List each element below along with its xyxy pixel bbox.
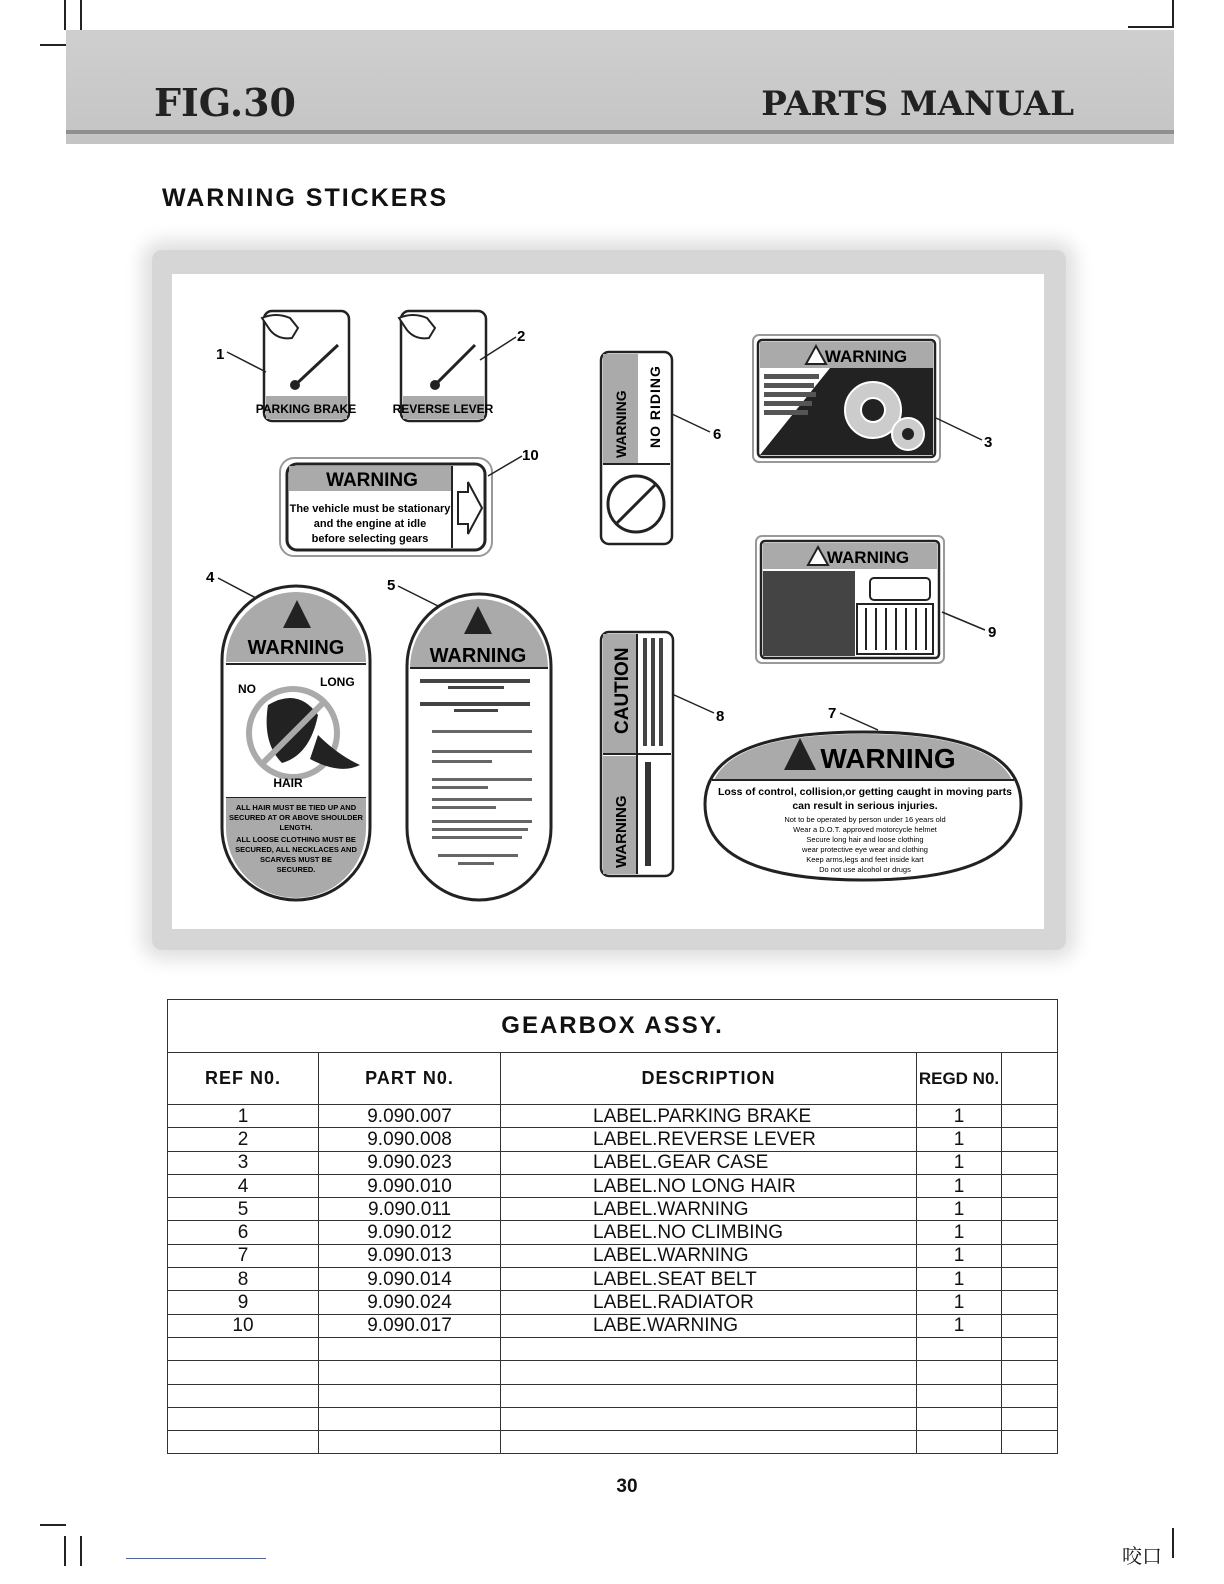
- cell-ref-no: 4: [168, 1174, 319, 1197]
- cell-ref-no: 9: [168, 1291, 319, 1314]
- cell-description: LABEL.WARNING: [501, 1244, 917, 1267]
- table-row: [168, 1174, 1058, 1197]
- cell-ref-no: [168, 1384, 319, 1407]
- callout-number: 2: [517, 328, 526, 345]
- warning-text: WARNING: [820, 743, 956, 774]
- header-ref-no: REF N0.: [168, 1053, 319, 1105]
- callout-number: 6: [713, 426, 722, 443]
- warning7-line: Loss of control, collision,or getting caught in moving parts: [717, 786, 1013, 798]
- cell-part-no: [319, 1337, 501, 1360]
- cell-part-no: 9.090.010: [319, 1174, 501, 1197]
- cell-blank: [1002, 1361, 1058, 1384]
- cell-part-no: 9.090.011: [319, 1198, 501, 1221]
- cell-part-no: 9.090.014: [319, 1268, 501, 1291]
- cell-regd-no: [917, 1431, 1002, 1454]
- cell-regd-no: [917, 1407, 1002, 1430]
- warning7-item: Keep arms,legs and feet inside kart: [806, 855, 924, 864]
- cell-blank: [1002, 1291, 1058, 1314]
- cell-part-no: [319, 1361, 501, 1384]
- cell-part-no: 9.090.008: [319, 1128, 501, 1151]
- sticker-warning-large: [705, 732, 1021, 880]
- bottle-icon: [870, 578, 930, 600]
- warning-text: WARNING: [247, 637, 345, 659]
- cell-ref-no: 8: [168, 1268, 319, 1291]
- table-row: [168, 1128, 1058, 1151]
- sticker-no-long-hair: [222, 586, 370, 900]
- cell-regd-no: 1: [917, 1198, 1002, 1221]
- cell-regd-no: 1: [917, 1105, 1002, 1128]
- manual-title: PARTS MANUAL: [761, 84, 1074, 124]
- cell-blank: [1002, 1407, 1058, 1430]
- table-row: [168, 1198, 1058, 1221]
- cell-regd-no: 1: [917, 1221, 1002, 1244]
- sticker-parking-brake: [256, 311, 356, 421]
- gear-text-line: before selecting gears: [311, 533, 429, 545]
- cell-regd-no: 1: [917, 1314, 1002, 1337]
- cell-ref-no: [168, 1361, 319, 1384]
- cell-description: LABE.WARNING: [501, 1314, 917, 1337]
- cell-blank: [1002, 1384, 1058, 1407]
- warning-text: WARNING: [613, 795, 630, 868]
- table-title: GEARBOX ASSY.: [168, 1000, 1058, 1053]
- callout-number: 3: [984, 434, 993, 451]
- reverse-lever-text: REVERSE LEVER: [392, 402, 494, 416]
- cell-regd-no: [917, 1361, 1002, 1384]
- gear-text-line: The vehicle must be stationary: [289, 503, 451, 515]
- warning-text: WARNING: [326, 470, 418, 491]
- cell-part-no: 9.090.013: [319, 1244, 501, 1267]
- crop-mark: [40, 1524, 66, 1526]
- warning7-item: wear protective eye wear and clothing: [802, 845, 928, 854]
- cell-description: LABEL.NO LONG HAIR: [501, 1174, 917, 1197]
- cell-ref-no: 5: [168, 1198, 319, 1221]
- crop-mark: [64, 1536, 66, 1566]
- cell-part-no: 9.090.007: [319, 1105, 501, 1128]
- no-riding-text: NO RIDING: [647, 365, 663, 448]
- table-row: [168, 1221, 1058, 1244]
- page-number: 30: [616, 1476, 638, 1497]
- cell-ref-no: [168, 1337, 319, 1360]
- sticker-gear-case: [753, 335, 940, 462]
- cell-regd-no: [917, 1337, 1002, 1360]
- callout-number: 9: [988, 624, 997, 641]
- hair-rule-line: ALL LOOSE CLOTHING MUST BE: [236, 835, 356, 844]
- table-row: [168, 1151, 1058, 1174]
- cell-description: LABEL.GEAR CASE: [501, 1151, 917, 1174]
- cell-regd-no: 1: [917, 1151, 1002, 1174]
- header-part-no: PART N0.: [319, 1053, 501, 1105]
- crop-mark: [80, 1536, 82, 1566]
- cell-blank: [1002, 1244, 1058, 1267]
- warning-text: WARNING: [826, 548, 910, 567]
- table-row: [168, 1361, 1058, 1384]
- table-row: [168, 1337, 1058, 1360]
- cell-ref-no: [168, 1431, 319, 1454]
- cell-ref-no: 3: [168, 1151, 319, 1174]
- cell-part-no: 9.090.023: [319, 1151, 501, 1174]
- cell-part-no: 9.090.024: [319, 1291, 501, 1314]
- footer-glyphs: 咬口: [1122, 1546, 1162, 1568]
- table-body: [168, 1105, 1058, 1454]
- callout-number: 8: [716, 708, 725, 725]
- cell-ref-no: 1: [168, 1105, 319, 1128]
- cell-ref-no: 10: [168, 1314, 319, 1337]
- warning7-item: Wear a D.O.T. approved motorcycle helmet: [793, 825, 937, 834]
- cell-description: [501, 1384, 917, 1407]
- cell-description: LABEL.NO CLIMBING: [501, 1221, 917, 1244]
- cell-description: [501, 1407, 917, 1430]
- long-text: LONG: [320, 675, 355, 689]
- cell-description: LABEL.RADIATOR: [501, 1291, 917, 1314]
- hair-rule-line: ALL HAIR MUST BE TIED UP AND: [235, 803, 357, 812]
- warning7-item: Not to be operated by person under 16 years old: [784, 815, 946, 824]
- hair-rule-line: SECURED, ALL NECKLACES AND: [235, 845, 357, 854]
- table-row: [168, 1384, 1058, 1407]
- cell-ref-no: [168, 1407, 319, 1430]
- hair-rule-line: SCARVES MUST BE: [260, 855, 332, 864]
- sticker-gear-warning: [280, 458, 492, 556]
- hair-rule-line: LENGTH.: [279, 823, 313, 832]
- sticker-seat-belt: [601, 632, 673, 876]
- table-row: [168, 1291, 1058, 1314]
- cell-blank: [1002, 1268, 1058, 1291]
- cell-ref-no: 2: [168, 1128, 319, 1151]
- cell-description: [501, 1337, 917, 1360]
- cell-ref-no: 7: [168, 1244, 319, 1267]
- no-text: NO: [238, 682, 256, 696]
- hair-text: HAIR: [273, 776, 303, 790]
- cell-regd-no: 1: [917, 1268, 1002, 1291]
- table-row: [168, 1244, 1058, 1267]
- warning7-line: can result in serious injuries.: [792, 800, 938, 812]
- cell-blank: [1002, 1337, 1058, 1360]
- cell-description: [501, 1361, 917, 1384]
- cell-regd-no: 1: [917, 1128, 1002, 1151]
- cell-part-no: [319, 1407, 501, 1430]
- sticker-no-riding: [601, 352, 672, 544]
- footer-line: [126, 1558, 266, 1559]
- warning-text: WARNING: [824, 347, 908, 366]
- hair-rule-line: SECURED.: [276, 865, 316, 874]
- parts-table: [167, 999, 1058, 1454]
- parking-brake-text: PARKING BRAKE: [255, 402, 357, 416]
- caution-text: CAUTION: [612, 647, 633, 734]
- cell-description: LABEL.SEAT BELT: [501, 1268, 917, 1291]
- cell-regd-no: 1: [917, 1291, 1002, 1314]
- callout-number: 7: [828, 705, 837, 722]
- cell-regd-no: 1: [917, 1244, 1002, 1267]
- table-row: [168, 1268, 1058, 1291]
- cell-regd-no: 1: [917, 1174, 1002, 1197]
- cell-blank: [1002, 1174, 1058, 1197]
- cell-description: [501, 1431, 917, 1454]
- cell-blank: [1002, 1431, 1058, 1454]
- cell-blank: [1002, 1221, 1058, 1244]
- cell-blank: [1002, 1128, 1058, 1151]
- header-regd-no: REGD N0.: [917, 1053, 1002, 1105]
- cell-description: LABEL.PARKING BRAKE: [501, 1105, 917, 1128]
- section-title: WARNING STICKERS: [162, 184, 449, 212]
- hair-rule-line: SECURED AT OR ABOVE SHOULDER: [229, 813, 363, 822]
- sticker-radiator: [756, 536, 944, 663]
- cell-part-no: [319, 1384, 501, 1407]
- cell-regd-no: [917, 1384, 1002, 1407]
- gear-text-line: and the engine at idle: [313, 518, 427, 530]
- cell-description: LABEL.REVERSE LEVER: [501, 1128, 917, 1151]
- warning-text: WARNING: [429, 645, 527, 667]
- callout-number: 1: [216, 346, 225, 363]
- callout-number: 5: [387, 577, 396, 594]
- sticker-warning-general: [407, 594, 551, 900]
- header-blank: [1002, 1053, 1058, 1105]
- warning7-item: Do not use alcohol or drugs: [819, 865, 911, 874]
- table-row: [168, 1431, 1058, 1454]
- table-row: [168, 1314, 1058, 1337]
- table-row: [168, 1407, 1058, 1430]
- cell-part-no: [319, 1431, 501, 1454]
- table-row: [168, 1105, 1058, 1128]
- crop-mark: [1172, 1528, 1174, 1558]
- cell-part-no: 9.090.012: [319, 1221, 501, 1244]
- cell-description: LABEL.WARNING: [501, 1198, 917, 1221]
- cell-part-no: 9.090.017: [319, 1314, 501, 1337]
- cell-blank: [1002, 1151, 1058, 1174]
- warning-text: WARNING: [613, 390, 629, 458]
- warning7-item: Secure long hair and loose clothing: [806, 835, 924, 844]
- header-description: DESCRIPTION: [501, 1053, 917, 1105]
- sticker-reverse-lever: [393, 311, 494, 421]
- cell-blank: [1002, 1314, 1058, 1337]
- callout-number: 10: [522, 447, 539, 464]
- cell-blank: [1002, 1105, 1058, 1128]
- figure-title: FIG.30: [154, 80, 296, 125]
- callout-number: 4: [206, 569, 215, 586]
- cell-ref-no: 6: [168, 1221, 319, 1244]
- cell-blank: [1002, 1198, 1058, 1221]
